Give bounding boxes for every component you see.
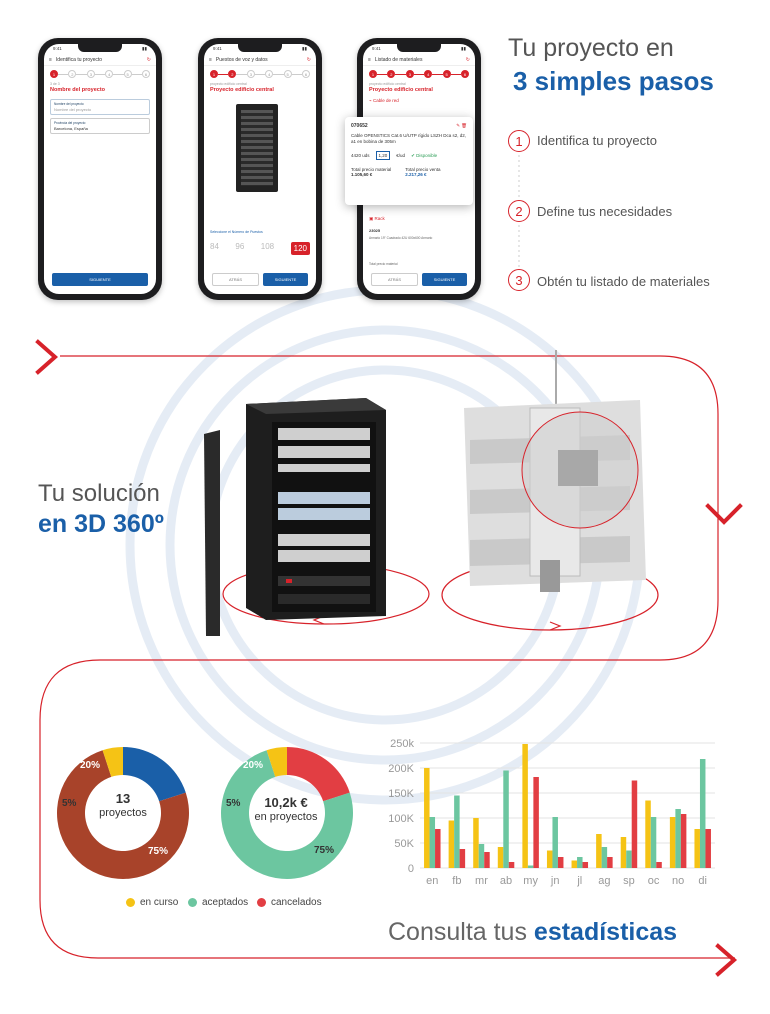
- y-tick-label: 250k: [390, 738, 414, 750]
- donut2-pct-yellow: 5%: [226, 798, 241, 809]
- step-1-number: 1: [508, 130, 530, 152]
- x-tick-label: fb: [452, 875, 462, 887]
- x-tick-label: my: [523, 875, 538, 887]
- phone-voice-data-points: 9:41 ▮▮ ≡ Puestos de voz y datos ↻ 1 2 3 4 5 6 proyecto edificio central Proyecto edificio central Seleccione el Número de Puestos 84 96 108 120 ATRÁS SIGUIENTE: [198, 38, 322, 300]
- legend-item-cancelados: cancelados: [257, 897, 322, 908]
- x-tick-label: jl: [577, 875, 583, 887]
- step-3-number: 3: [508, 269, 530, 291]
- bar-no-1: [675, 809, 681, 868]
- bar-oc-1: [651, 817, 657, 868]
- breadcrumb: 3 de 3: [50, 82, 60, 86]
- x-tick-label: oc: [647, 875, 660, 887]
- bar-fb-1: [454, 796, 460, 869]
- total-material-label: Total precio material: [351, 167, 392, 172]
- donut1-pct-blue: 20%: [80, 760, 101, 771]
- total-material-value: 1.105,60 €: [351, 172, 373, 177]
- phone-identify-project: 9:41 ▮▮ ≡ Identifica tu proyecto ↻ 1 2 3 4 5 6 3 de 3 Nombre del proyecto Nombre del proyecto Nombre del proyecto Provincia del proyecto Barcelona, España SIGUIENTE: [38, 38, 162, 300]
- phone-materials-list: 9:41 ▮▮ ≡ Listado de materiales ↻ 1 2 3 4 5 6 proyecto edificio central Proyecto edificio central ⌁ Cable de red ▣ Rack 23025 Armario 19" Cuadrado 42U 600x600 Armario Total precio material ATRÁS SIGUIENTE: [357, 38, 481, 300]
- bar-sp-2: [632, 781, 638, 869]
- breadcrumb: proyecto edificio central: [210, 82, 247, 86]
- steps-heading-light: Tu proyecto en: [508, 34, 674, 62]
- rack-label: Rack: [374, 216, 385, 221]
- donut2-pct-red: 20%: [243, 760, 264, 771]
- donut2-pct-green: 75%: [314, 845, 335, 856]
- province-select[interactable]: Provincia del proyecto Barcelona, España: [50, 118, 150, 134]
- x-tick-label: en: [426, 875, 439, 887]
- phone-title: Listado de materiales: [374, 56, 423, 63]
- solution-heading-bold: en 3D 360º: [38, 510, 164, 538]
- bar-no-2: [681, 814, 687, 868]
- rack-cabinet-image: [236, 104, 278, 192]
- project-name-field[interactable]: Nombre del proyecto Nombre del proyecto: [50, 99, 150, 115]
- phone-title: Puestos de voz y datos: [215, 56, 268, 63]
- unit-label: €/ud: [396, 153, 406, 158]
- x-tick-label: ag: [598, 875, 611, 887]
- bar-ab-2: [509, 862, 515, 868]
- step-1-label: Identifica tu proyecto: [537, 133, 657, 148]
- donut1-number: 13: [115, 791, 131, 806]
- step-2-label: Define tus necesidades: [537, 204, 673, 219]
- steps-heading-bold: 3 simples pasos: [513, 66, 714, 96]
- solution-heading-light: Tu solución: [38, 480, 160, 507]
- stats-heading-light: Consulta tus: [388, 918, 527, 946]
- bar-oc-2: [656, 862, 662, 868]
- donut1-center: [78, 792, 168, 820]
- bar-ab-0: [498, 847, 504, 868]
- back-button[interactable]: ATRÁS: [212, 273, 259, 286]
- project-title: Proyecto edificio central: [369, 87, 433, 93]
- item-code: 23025: [369, 228, 381, 233]
- rotate-arrow-icon: [550, 622, 560, 630]
- bar-jn-0: [547, 851, 553, 869]
- bar-ag-1: [602, 847, 608, 868]
- option-120[interactable]: 120: [291, 242, 310, 255]
- monthly-bar-chart: [376, 735, 721, 895]
- back-button[interactable]: ATRÁS: [371, 273, 418, 286]
- bar-jn-1: [552, 817, 558, 868]
- bar-ab-1: [503, 771, 509, 869]
- stepper: 1 2 3 4 5 6: [44, 66, 156, 82]
- next-button[interactable]: SIGUIENTE: [422, 273, 467, 286]
- bar-my-2: [533, 777, 539, 868]
- legend-item-en-curso: en curso: [126, 897, 178, 908]
- chevron-right-icon: [718, 946, 734, 974]
- donut2-label: en proyectos: [254, 811, 318, 823]
- x-tick-label: no: [672, 875, 685, 887]
- material-detail-card[interactable]: [345, 117, 473, 205]
- item-description: Armario 19" Cuadrado 42U 600x600 Armario: [369, 236, 433, 240]
- chevron-right-icon: [38, 342, 55, 372]
- donut1-pct-rust: 75%: [148, 846, 169, 857]
- rack-cabinet-3d-image: [196, 384, 436, 644]
- legend-item-aceptados: aceptados: [188, 897, 248, 908]
- refresh-icon[interactable]: ↻: [146, 56, 151, 63]
- bar-sp-0: [621, 837, 627, 868]
- material-code: 070652: [351, 123, 368, 129]
- y-tick-label: 150K: [388, 788, 414, 800]
- bar-en-0: [424, 768, 430, 868]
- bar-fb-0: [449, 821, 455, 869]
- points-selector[interactable]: [210, 242, 310, 255]
- material-description: Cable OPENSTICS Cat.6 U/UTP rígido LSZH Dca s2, d2, a1 en bobina de 305m: [351, 133, 466, 144]
- quantity-label: 4420 uds: [351, 153, 370, 158]
- bar-oc-0: [645, 801, 651, 869]
- bar-no-0: [670, 817, 676, 868]
- bar-mr-1: [479, 844, 485, 868]
- y-tick-label: 0: [407, 863, 414, 875]
- stats-heading-bold: estadísticas: [533, 918, 678, 946]
- legend-dot: [257, 898, 266, 907]
- x-tick-label: sp: [623, 875, 635, 887]
- bar-jl-1: [577, 857, 583, 868]
- bar-jl-0: [572, 861, 578, 869]
- bar-jl-2: [583, 862, 589, 868]
- rack-icon: ▣: [369, 216, 375, 221]
- price-input[interactable]: 1,20: [376, 151, 391, 160]
- breadcrumb: proyecto edificio central: [369, 82, 406, 86]
- selector-label: Seleccione el Número de Puestos: [210, 230, 263, 234]
- donut2-slice-0: [287, 747, 350, 801]
- y-tick-label: 100K: [388, 813, 414, 825]
- next-button[interactable]: SIGUIENTE: [52, 273, 148, 286]
- chevron-down-icon: [708, 506, 740, 522]
- menu-icon[interactable]: ≡: [49, 56, 52, 63]
- stepper: 1 2 3 4 5 6: [204, 66, 316, 82]
- total-sale-label: Total precio venta: [405, 167, 441, 172]
- step-2-number: 2: [508, 200, 530, 222]
- bar-mr-2: [484, 852, 490, 868]
- bar-di-2: [705, 829, 711, 868]
- telecom-enclosure-3d-image: [440, 340, 680, 640]
- bar-ag-2: [607, 857, 613, 868]
- option-84[interactable]: 84: [210, 242, 219, 251]
- bar-fb-2: [460, 849, 466, 868]
- bar-di-1: [700, 759, 706, 868]
- y-tick-label: 200K: [388, 763, 414, 775]
- bar-sp-1: [626, 851, 632, 869]
- total-label: Total precio material: [369, 262, 398, 266]
- cable-label: Cable de red: [372, 98, 399, 103]
- donut2-center: [236, 796, 336, 824]
- legend-dot: [188, 898, 197, 907]
- donut1-label: proyectos: [99, 807, 147, 819]
- bar-mr-0: [473, 818, 479, 868]
- x-tick-label: jn: [550, 875, 560, 887]
- x-tick-label: ab: [499, 875, 513, 887]
- x-tick-label: di: [698, 875, 707, 887]
- option-96[interactable]: 96: [235, 242, 245, 251]
- availability-badge: ✔ Disponible: [411, 152, 438, 158]
- step-3-label: Obtén tu listado de materiales: [537, 274, 710, 289]
- x-tick-label: mr: [475, 875, 488, 887]
- bar-di-0: [694, 829, 700, 868]
- menu-icon[interactable]: ≡: [368, 56, 371, 63]
- refresh-icon[interactable]: ↻: [465, 56, 470, 63]
- bar-my-1: [528, 866, 534, 869]
- phone-title: Identifica tu proyecto: [55, 56, 103, 63]
- edit-delete-icon[interactable]: ✎ 🗑: [456, 123, 467, 128]
- option-108[interactable]: 108: [260, 242, 275, 251]
- donut2-number: 10,2k €: [264, 795, 308, 810]
- stepper: 1 2 3 4 5 6: [363, 66, 475, 82]
- y-tick-label: 50K: [394, 838, 414, 850]
- bar-my-0: [522, 744, 528, 868]
- refresh-icon[interactable]: ↻: [306, 56, 311, 63]
- rack-item[interactable]: [369, 216, 385, 222]
- bar-en-1: [430, 817, 436, 868]
- legend-dot: [126, 898, 135, 907]
- total-sale-value: 2.217,26 €: [405, 172, 427, 177]
- bar-en-2: [435, 829, 441, 868]
- bar-ag-0: [596, 834, 602, 868]
- project-title: Nombre del proyecto: [50, 87, 106, 93]
- bar-jn-2: [558, 857, 564, 868]
- donut1-pct-yellow: 5%: [62, 798, 77, 809]
- cable-icon: ⌁: [369, 98, 373, 103]
- stats-heading: [388, 918, 677, 947]
- menu-icon[interactable]: ≡: [209, 56, 212, 63]
- project-title: Proyecto edificio central: [210, 87, 274, 93]
- cable-item[interactable]: [363, 96, 475, 106]
- next-button[interactable]: SIGUIENTE: [263, 273, 308, 286]
